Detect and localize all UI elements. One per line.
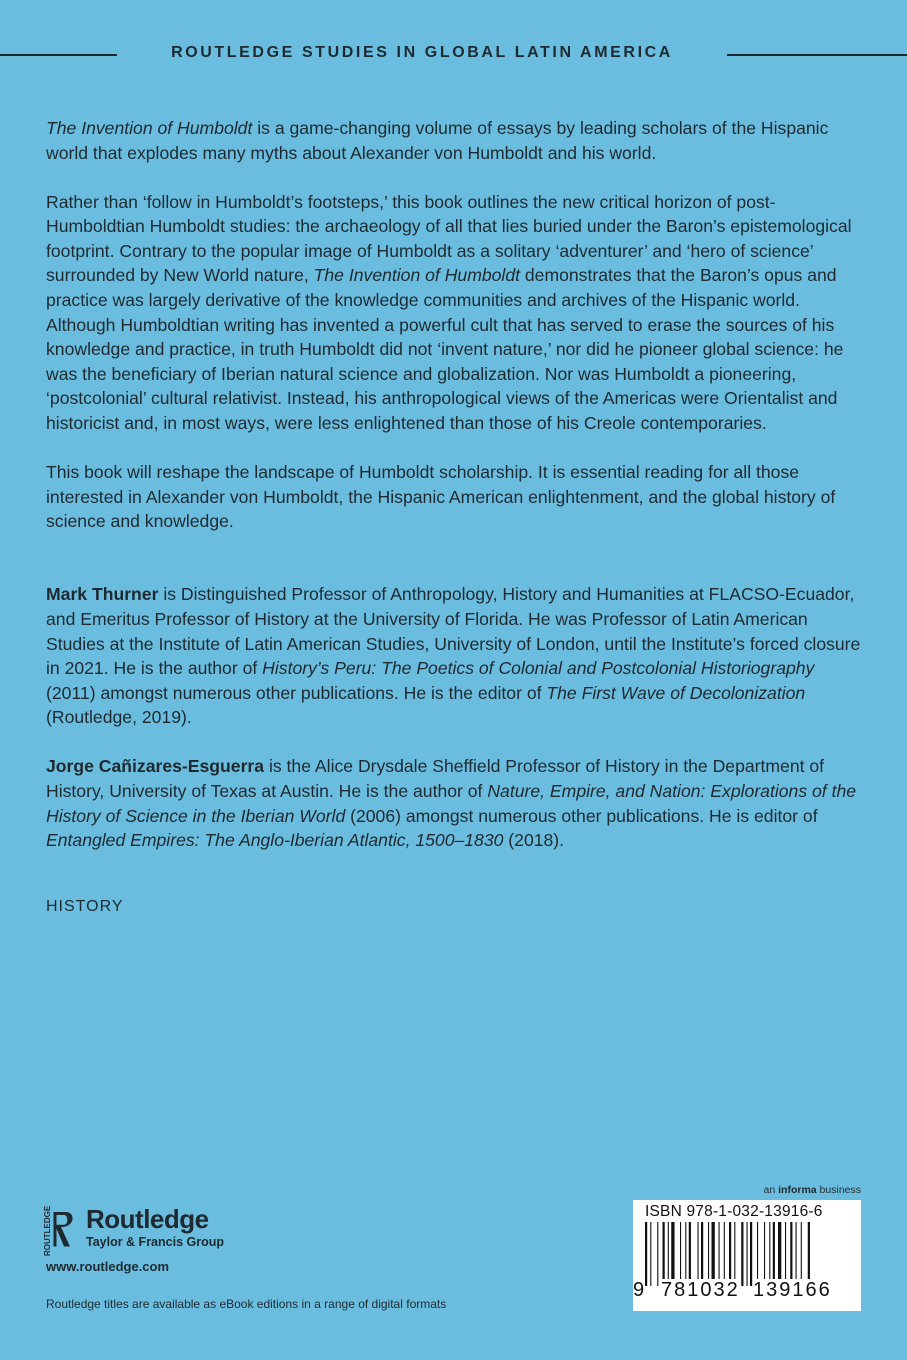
barcode-bar (685, 1222, 686, 1286)
barcode-bar (698, 1222, 699, 1286)
isbn-digit-first: 9 (633, 1279, 645, 1301)
isbn-barcode (633, 1200, 861, 1311)
isbn-digits-right: 139166 (753, 1279, 832, 1301)
barcode-bar (671, 1222, 674, 1286)
barcode-bars (645, 1222, 853, 1286)
author-name: Jorge Cañizares-Esguerra (46, 756, 265, 777)
publisher-group: Taylor & Francis Group (86, 1235, 224, 1249)
barcode-bar (808, 1222, 810, 1286)
informa-tagline: an informa business (763, 1184, 861, 1196)
barcode-bar (712, 1222, 715, 1286)
publisher-name: Routledge (86, 1204, 209, 1234)
barcode-bar (719, 1222, 720, 1286)
barcode-bar (773, 1222, 775, 1286)
barcode-bar (680, 1222, 681, 1286)
barcode-bar (785, 1222, 786, 1286)
description-paragraph-1: The Invention of Humboldt is a game-changing volume of essays by leading scholars of the Hispanic world that explodes many myths about Alexander von Humboldt and his world. (46, 118, 829, 163)
author-name: Mark Thurner (46, 584, 159, 605)
barcode-bar (747, 1222, 748, 1286)
author-bio-2: Jorge Cañizares-Esguerra is the Alice Drysdale Sheffield Professor of History in the Department of History, University of Texas at Austin. He is the author of Nature, Empire, and Nation: Explorations of the History of Science in the Iberian World (2006) amongst numerous other publications. He is editor of Entangled Empires: The Anglo-Iberian Atlantic, 1500–1830 (2018). (46, 756, 857, 851)
series-title: ROUTLEDGE STUDIES IN GLOBAL LATIN AMERICA (171, 44, 673, 61)
barcode-bar (801, 1222, 802, 1286)
barcode-bar (663, 1222, 665, 1286)
publisher-url[interactable]: www.routledge.com (46, 1259, 170, 1274)
barcode-bar (769, 1222, 770, 1286)
barcode-bar (689, 1222, 691, 1286)
barcode-bar (741, 1222, 743, 1286)
publisher-logo (40, 1204, 230, 1259)
back-cover-text (46, 116, 864, 919)
barcode-bar (757, 1222, 758, 1286)
barcode-bar (796, 1222, 797, 1286)
barcode-bar (764, 1222, 765, 1286)
barcode-bar (729, 1222, 731, 1286)
series-rule-right (727, 54, 907, 56)
barcode-bar (790, 1222, 792, 1286)
barcode-bar (668, 1222, 669, 1286)
barcode-bar (778, 1222, 781, 1286)
series-rule-left (0, 54, 117, 56)
ebook-note: Routledge titles are available as eBook editions in a range of digital formats (46, 1297, 447, 1311)
subject-category: HISTORY (46, 897, 124, 915)
barcode-bar (645, 1222, 647, 1286)
svg-text:ROUTLEDGE: ROUTLEDGE (43, 1205, 52, 1256)
barcode-bar (650, 1222, 651, 1286)
book-title: The Invention of Humboldt (313, 265, 520, 286)
isbn-digits-left: 781032 (661, 1279, 740, 1301)
routledge-r-icon (52, 1204, 82, 1256)
barcode-bar (701, 1222, 703, 1286)
book-title: The Invention of Humboldt (46, 118, 253, 138)
barcode-bar (750, 1222, 752, 1286)
description-paragraph-3: This book will reshape the landscape of Humboldt scholarship. It is essential reading for all those interested in Alexander von Humboldt, the Hispanic American enlightenment, and the global history of science and knowledge. (46, 462, 836, 532)
author-bio-1: Mark Thurner is Distinguished Professor of Anthropology, History and Humanities at FLACSO-Ecuador, and Emeritus Professor of History at the University of Florida. He was Professor of Latin American Studies at the Institute of Latin American Studies, University of London, until the Institute’s forced closure in 2021. He is the author of History’s Peru: The Poetics of Colonial and Postcolonial Historiography (2011) amongst numerous other publications. He is the editor of The First Wave of Decolonization (Routledge, 2019). (46, 584, 861, 728)
barcode-bar (708, 1222, 709, 1286)
barcode-bar (657, 1222, 658, 1286)
barcode-bar (724, 1222, 725, 1286)
description-paragraph-2: Rather than ‘follow in Humboldt’s footsteps,’ this book outlines the new critical horizon of post-Humboldtian Humboldt studies: the archaeology of all that lies buried under the Baron’s epistemological footprint. Contrary to the popular image of Humboldt as a solitary ‘adventurer’ and ‘hero of science’ surrounded by New World nature, The Invention of Humboldt demonstrates that the Baron’s opus and practice was largely derivative of the knowledge communities and archives of the Hispanic world. Although Humboldtian writing has invented a powerful cult that has served to erase the sources of his knowledge and practice, in truth Humboldt did not ‘invent nature,’ nor did he pioneer global science: he was the beneficiary of Iberian natural science and globalization. Nor was Humboldt a pioneering, ‘postcolonial’ cultural relativist. Instead, his anthropological views of the Americas were Orientalist and historicist and, in most ways, were less enlightened than those of his Creole contemporaries. (46, 191, 852, 434)
isbn-label: ISBN 978-1-032-13916-6 (645, 1203, 823, 1220)
barcode-bar (734, 1222, 735, 1286)
